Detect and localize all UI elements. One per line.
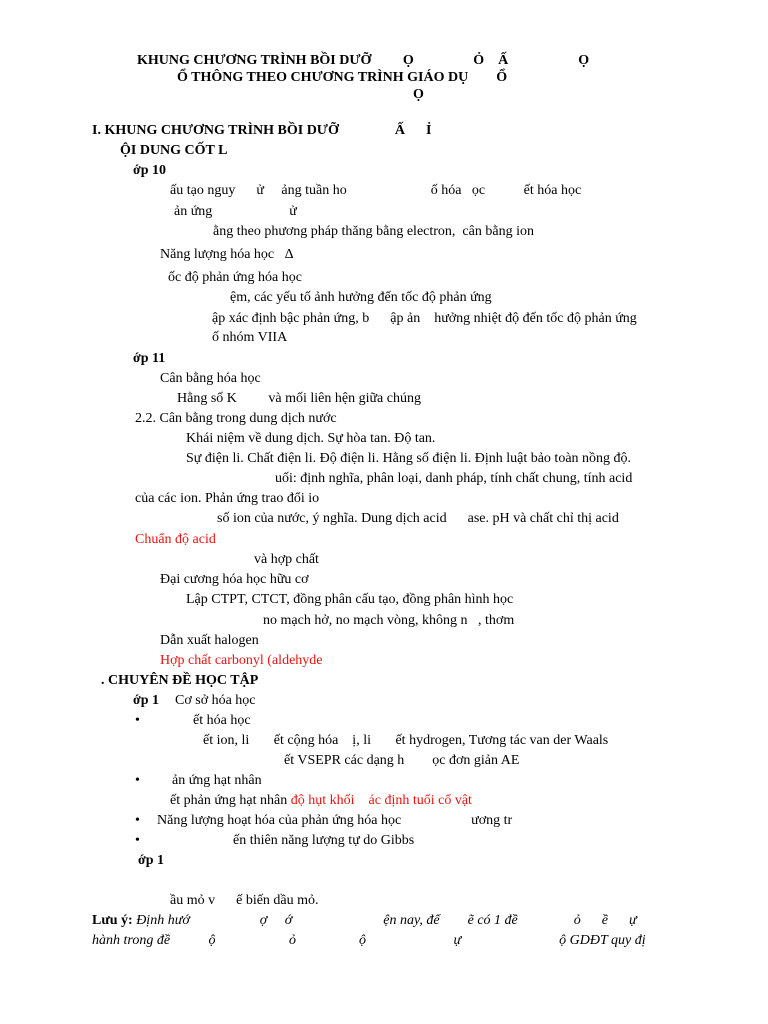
bullet-icon: • xyxy=(135,813,140,828)
grade11-item: Dẫn xuất halogen xyxy=(160,633,259,648)
grade10-item: Năng lượng hóa học Δ xyxy=(160,247,294,262)
bullet-subitem-text: ết phản ứng hạt nhân xyxy=(170,793,288,808)
bullet-subitem: ết ion, li ết cộng hóa ị, li ết hydrogen, Tương tác van der Waals xyxy=(203,733,609,748)
grade10-item: ập xác định bậc phản ứng, b ập ản hưởng nhiệt độ đến tốc độ phản ứng xyxy=(212,311,637,326)
grade11-item: no mạch hở, no mạch vòng, không n , thơm xyxy=(263,613,515,628)
note-line2: hành trong đề ộ ỏ ộ ự ộ GDĐT quy đị xyxy=(92,933,646,948)
bullet-icon: • xyxy=(135,773,140,788)
bullet-subitem xyxy=(170,792,472,810)
grade10-item: ốc độ phản ứng hóa học xyxy=(168,270,302,285)
grade11-item: Cân bằng hóa học xyxy=(160,371,261,386)
section2-grade10-label: ớp 1 xyxy=(133,693,160,708)
bullet-subitem-highlight: độ hụt khối ác định tuổi cổ vật xyxy=(290,793,472,808)
grade11-item: 2.2. Cân bằng trong dung dịch nước xyxy=(135,411,337,426)
section1-heading: I. KHUNG CHƯƠNG TRÌNH BỒI DƯỠ Ấ Ỉ xyxy=(92,123,432,138)
section1-subheading: ỘI DUNG CỐT L xyxy=(120,143,228,158)
bullet-subitem: ết VSEPR các dạng h ọc đơn giản AE xyxy=(284,753,520,768)
section2-grade11-label: ớp 1 xyxy=(138,853,165,868)
note-label: Lưu ý: xyxy=(92,913,133,928)
doc-title-line3: Ọ xyxy=(413,87,424,102)
grade10-item: ố nhóm VIIA xyxy=(212,330,288,345)
grade11-item: Hằng số K và mối liên hện giữa chúng xyxy=(177,391,421,406)
grade11-item: Đại cương hóa học hữu cơ xyxy=(160,572,309,587)
grade11-item: và hợp chất xyxy=(254,552,319,567)
grade11-item: uối: định nghĩa, phân loại, danh pháp, tính chất chung, tính acid xyxy=(275,471,633,486)
grade11-item-highlight: Chuẩn độ acid xyxy=(135,532,216,547)
bullet-item: ết hóa học xyxy=(193,713,251,728)
grade11-item: Sự điện li. Chất điện li. Độ điện li. Hằng số điện li. Định luật bảo toàn nồng độ. xyxy=(186,451,632,466)
grade11-item-highlight: Hợp chất carbonyl (aldehyde xyxy=(160,653,323,668)
bullet-item: ến thiên năng lượng tự do Gibbs xyxy=(233,833,415,848)
grade11-item: Lập CTPT, CTCT, đồng phân cấu tạo, đồng phân hình học xyxy=(186,592,514,607)
section2-grade10-topic: Cơ sở hóa học xyxy=(175,693,256,708)
grade10-item: ấu tạo nguy ử ảng tuần ho ố hóa ọc ết hóa học xyxy=(170,183,582,198)
note-line1 xyxy=(92,912,637,930)
grade10-item: ệm, các yếu tố ảnh hưởng đến tốc độ phản ứng xyxy=(230,290,492,305)
section2-heading: . CHUYÊN ĐỀ HỌC TẬP xyxy=(101,673,259,688)
grade10-item: ằng theo phương pháp thăng bằng electron, cân bằng ion xyxy=(213,224,534,239)
note-text: Định hướ ợ ớ ện nay, để ẽ có 1 đề ỏ ề ự xyxy=(136,913,637,928)
bullet-item: ản ứng hạt nhân xyxy=(172,773,262,788)
grade11-item: Khái niệm về dung dịch. Sự hòa tan. Độ tan. xyxy=(186,431,436,446)
bullet-item: Năng lượng hoạt hóa của phản ứng hóa học ương tr xyxy=(157,813,513,828)
doc-title-line1: KHUNG CHƯƠNG TRÌNH BỒI DƯỠ Ọ Ỏ Ấ Ọ xyxy=(137,53,590,68)
grade11-heading: ớp 11 xyxy=(133,351,166,366)
bullet-icon: • xyxy=(135,713,140,728)
bullet-icon: • xyxy=(135,833,140,848)
grade11-item: của các ion. Phản ứng trao đổi io xyxy=(135,491,320,506)
doc-title-line2: Ổ THÔNG THEO CHƯƠNG TRÌNH GIÁO DỤ Ổ xyxy=(177,70,508,85)
grade10-heading: ớp 10 xyxy=(133,163,167,178)
section2-last-item: ầu mỏ v ế biến dầu mỏ. xyxy=(170,893,319,908)
grade11-item: số ion của nước, ý nghĩa. Dung dịch acid ase. pH và chất chỉ thị acid xyxy=(217,511,619,526)
grade10-item: ản ứng ử xyxy=(174,204,297,219)
